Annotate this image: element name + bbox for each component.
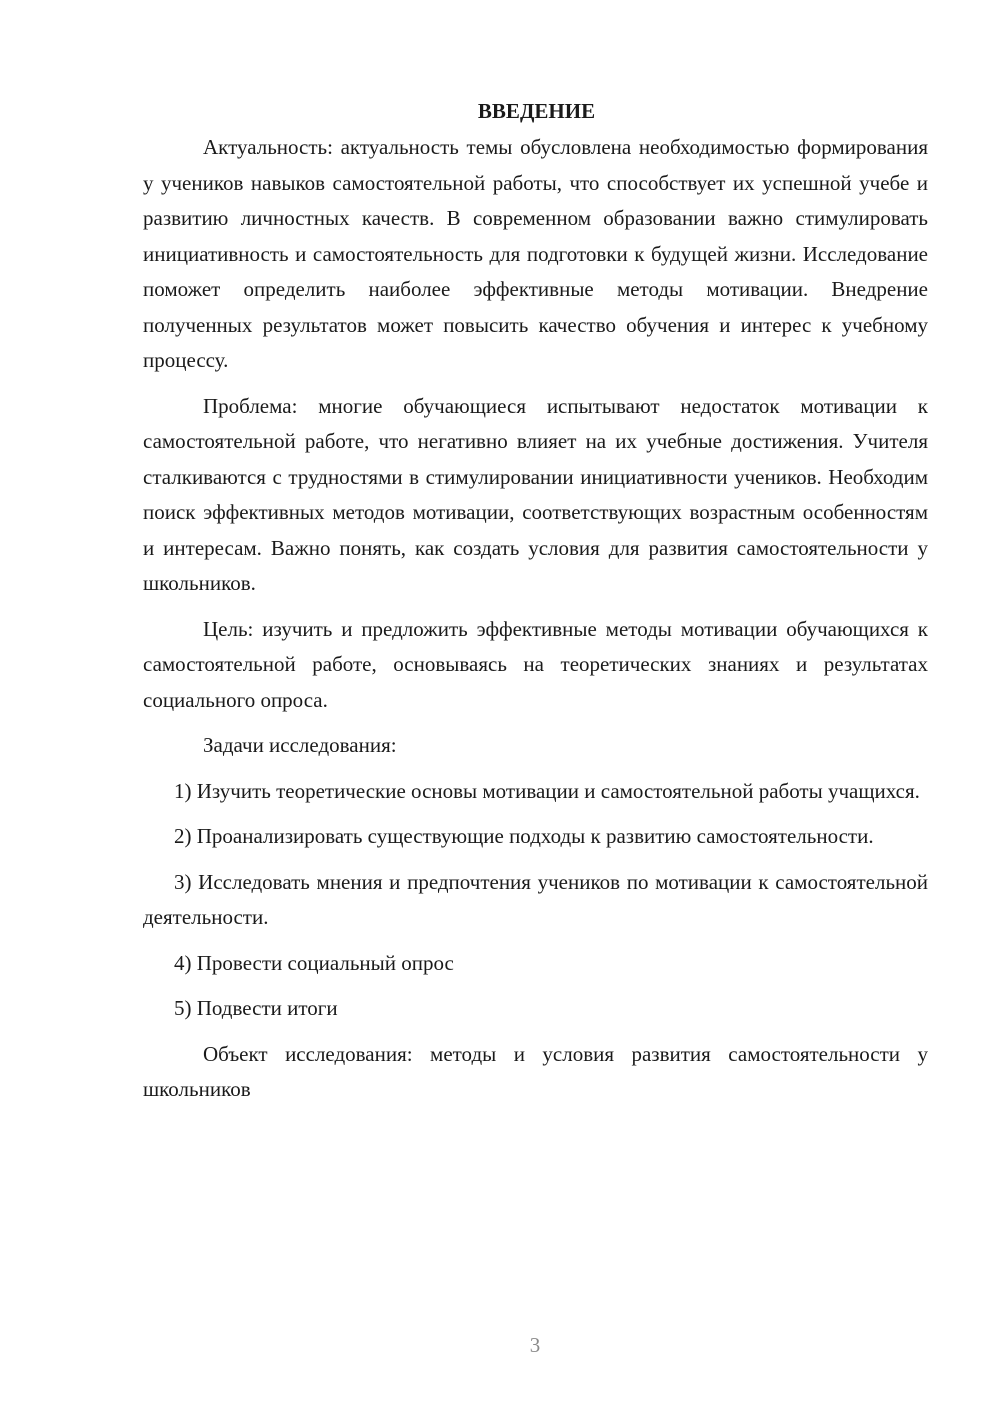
task-item: 3) Исследовать мнения и предпочтения учеников по мотивации к самостоятельной деятельности. (143, 869, 928, 929)
page-number: 3 (529, 1333, 541, 1357)
task-item: 4) Провести социальный опрос (174, 950, 454, 975)
tasks-heading: Задачи исследования: (203, 733, 397, 757)
goal-paragraph: Цель: изучить и предложить эффективные методы мотивации обучающихся к самостоятельной работе, основываясь на теоретических знаниях и результатах социального опроса. (143, 616, 928, 712)
task-item: 1) Изучить теоретические основы мотивации и самостоятельной работы учащихся. (174, 778, 920, 803)
relevance-paragraph: Актуальность: актуальность темы обусловлена необходимостью формирования у учеников навыков самостоятельной работы, что способствует их успешной учебе и развитию личностных качеств. В современном образовании важно стимулировать инициативность и самостоятельность для подготовки к будущей жизни. Исследование поможет определить наиболее эффективные методы мотивации. Внедрение полученных результатов может повысить качество обучения и интерес к учебному процессу. (143, 135, 928, 372)
section-title: ВВЕДЕНИЕ (477, 99, 596, 123)
task-item: 5) Подвести итоги (174, 996, 338, 1020)
problem-paragraph: Проблема: многие обучающиеся испытывают недостаток мотивации к самостоятельной работе, что негативно влияет на их учебные достижения. Учителя сталкиваются с трудностями в стимулировании инициативности учеников. Необходим поиск эффективных методов мотивации, соответствующих возрастным особенностям и интересам. Важно понять, как создать условия для развития самостоятельности у школьников. (143, 393, 928, 595)
task-item: 2) Проанализировать существующие подходы к развитию самостоятельности. (174, 824, 874, 848)
object-paragraph: Объект исследования: методы и условия развития самостоятельности у школьников (143, 1041, 928, 1101)
page-content (143, 96, 928, 1118)
